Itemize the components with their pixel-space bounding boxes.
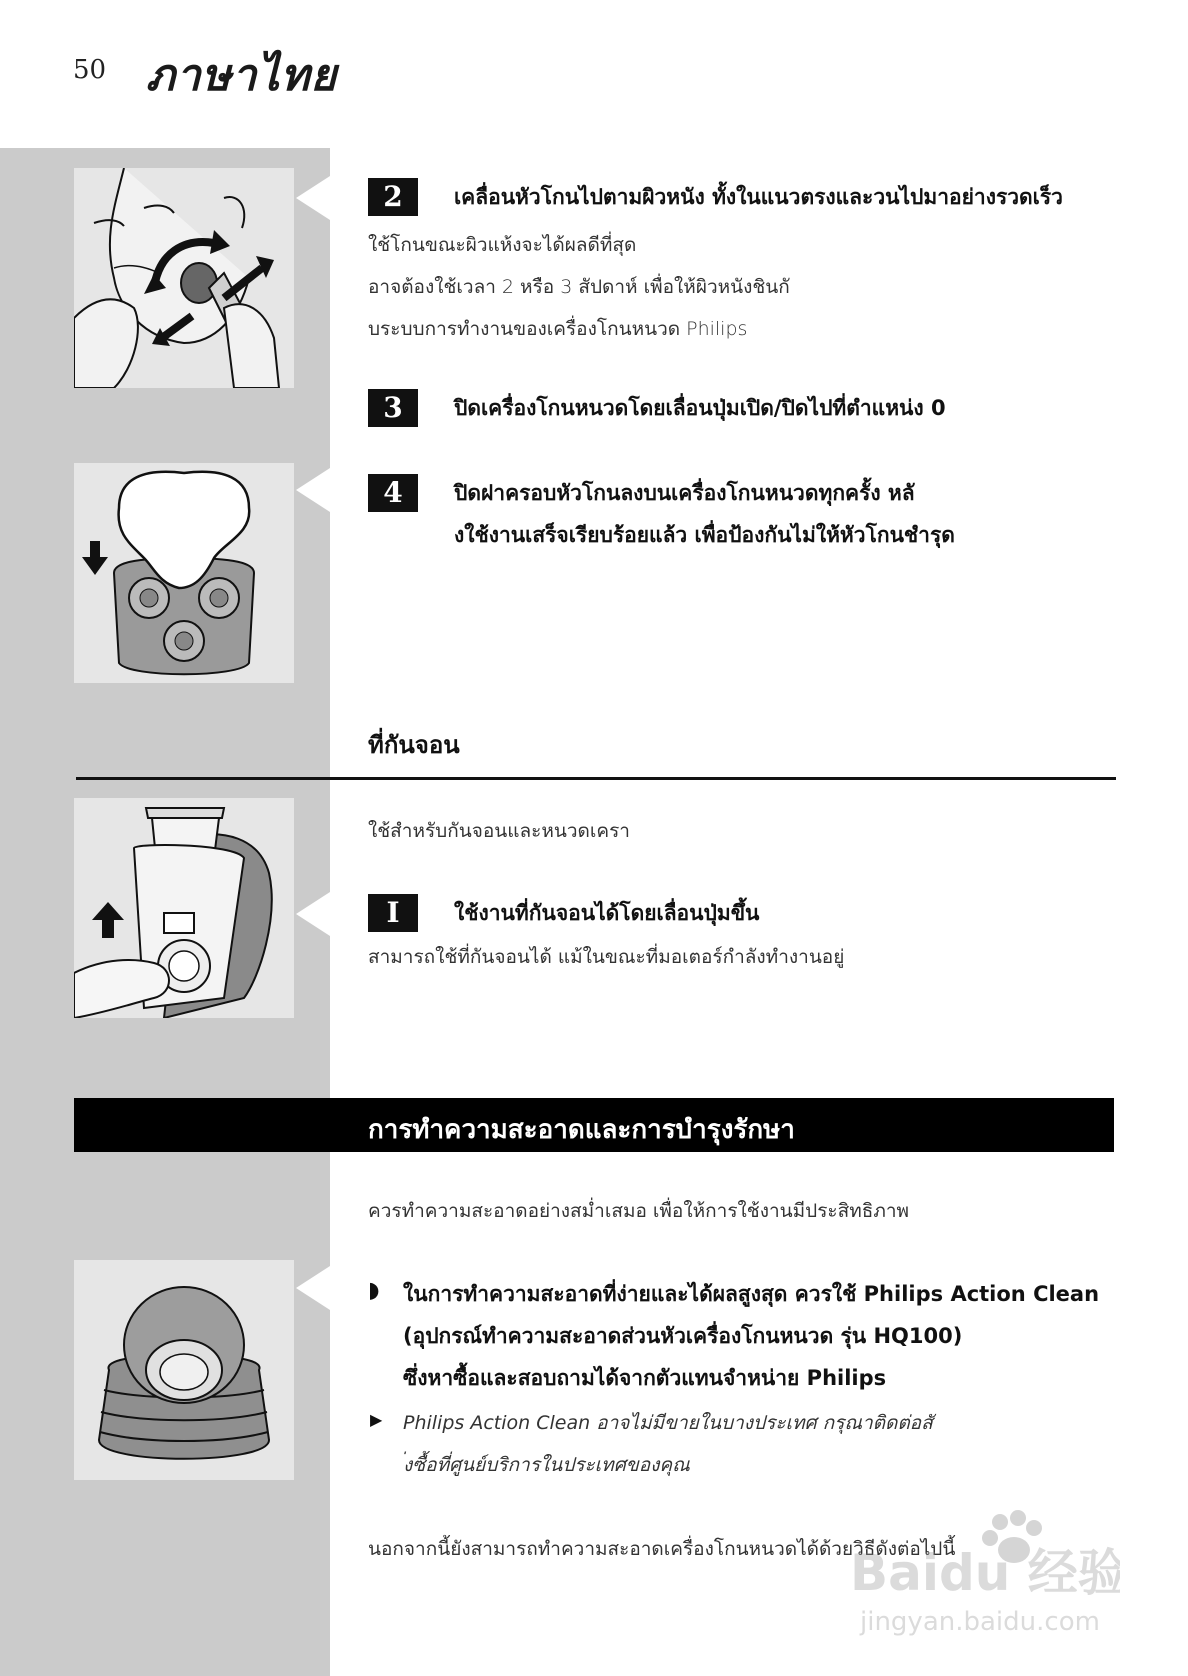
- step-2-line: อาจต้องใช้เวลา 2 หรือ 3 สัปดาห์ เพื่อให้ผิวหนังชินกั: [368, 276, 790, 298]
- step-3-title: ปิดเครื่องโกนหนวดโดยเลื่อนปุ่มเปิด/ปิดไปที่ตำแหน่ง 0: [454, 396, 946, 420]
- cleaning-note: [403, 1402, 933, 1486]
- section-divider: [76, 777, 1116, 780]
- step-4-line: ปิดฝาครอบหัวโกนลงบนเครื่องโกนหนวดทุกครั้ง หลั: [454, 481, 915, 505]
- callout-pointer: [296, 176, 330, 220]
- cleaning-intro: ควรทำความสะอาดอย่างสม่ำเสมอ เพื่อให้การใช้งานมีประสิทธิภาพ: [368, 1200, 910, 1222]
- shaving-face-illustration: [74, 168, 294, 388]
- callout-pointer: [296, 892, 330, 936]
- cleaning-note-line: ่งซื้อที่ศูนย์บริการในประเทศของคุณ: [403, 1454, 690, 1476]
- step-number-badge: 3: [368, 389, 418, 427]
- cleaning-closing: นอกจากนี้ยังสามารถทำความสะอาดเครื่องโกนหนวดได้ด้วยวิธีดังต่อไปนี้: [368, 1538, 956, 1560]
- action-clean-illustration: [74, 1260, 294, 1480]
- step-number-badge: I: [368, 894, 418, 932]
- callout-pointer: [296, 468, 330, 512]
- trimmer-intro: ใช้สำหรับกันจอนและหนวดเครา: [368, 820, 630, 842]
- cleaning-bullet: [403, 1273, 1099, 1399]
- watermark-url: jingyan.baidu.com: [860, 1607, 1100, 1637]
- section-title: การทำความสะอาดและการบำรุงรักษา: [368, 1115, 795, 1145]
- trimmer-illustration: [74, 798, 294, 1018]
- baidu-watermark-logo: [840, 1508, 1120, 1648]
- page-number: 50: [73, 55, 107, 85]
- step-2-line: บระบบการทำงานของเครื่องโกนหนวด Philips: [368, 318, 748, 340]
- step-2-title: เคลื่อนหัวโกนไปตามผิวหนัง ทั้งในแนวตรงและวนไปมาอย่างรวดเร็ว: [454, 185, 1063, 209]
- cleaning-bullet-line: ซึ่งหาซื้อและสอบถามได้จากตัวแทนจำหน่าย Philips: [403, 1366, 887, 1390]
- section-subheading: ที่กันจอน: [368, 731, 460, 759]
- cleaning-note-line: Philips Action Clean อาจไม่มีขายในบางประเทศ กรุณาติดต่อสั: [403, 1412, 933, 1434]
- trimmer-step-note: สามารถใช้ที่กันจอนได้ แม้ในขณะที่มอเตอร์กำลังทำงานอยู่: [368, 946, 845, 968]
- watermark-brand: Baidu 经验: [850, 1544, 1120, 1602]
- protection-cap-illustration: [74, 463, 294, 683]
- step-2-line: ใช้โกนขณะผิวแห้งจะได้ผลดีที่สุด: [368, 234, 637, 256]
- step-number-badge: 2: [368, 178, 418, 216]
- trimmer-step-title: ใช้งานที่กันจอนได้โดยเลื่อนปุ่มขึ้น: [454, 901, 760, 925]
- language-title: ภาษาไทย: [146, 50, 338, 101]
- step-number-badge: 4: [368, 474, 418, 512]
- bullet-marker-icon: ◗: [368, 1278, 380, 1303]
- callout-pointer: [296, 1266, 330, 1310]
- step-4-line: งใช้งานเสร็จเรียบร้อยแล้ว เพื่อป้องกันไม่ให้หัวโกนชำรุด: [454, 523, 955, 547]
- cleaning-bullet-line: (อุปกรณ์ทำความสะอาดส่วนหัวเครื่องโกนหนวด รุ่น HQ100): [403, 1324, 963, 1348]
- note-arrow-icon: ▶: [370, 1410, 383, 1429]
- cleaning-bullet-line: ในการทำความสะอาดที่ง่ายและได้ผลสูงสุด ควรใช้ Philips Action Clean: [403, 1282, 1100, 1306]
